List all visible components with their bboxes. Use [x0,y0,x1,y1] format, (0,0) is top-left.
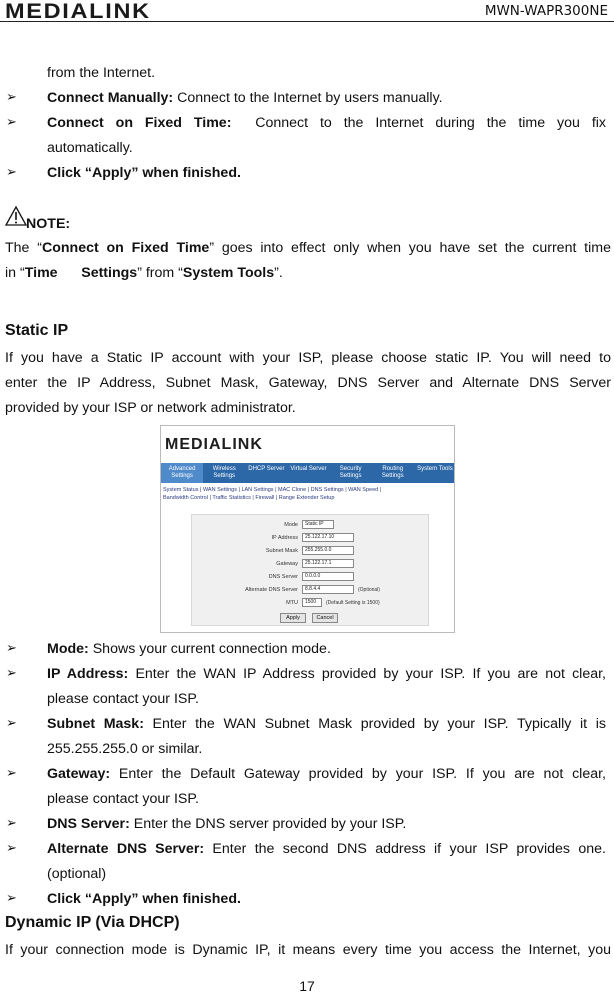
nav-virtual-server[interactable]: Virtual Server [290,466,327,472]
bullet-subnet-mask: Subnet Mask: Enter the WAN Subnet Mask provided by your ISP. Typically it is [47,716,606,732]
bullet-subnet-mask-cont: 255.255.255.0 or similar. [47,741,203,757]
mtu-input[interactable]: 1500 [302,598,322,607]
dynamic-ip-heading: Dynamic IP (Via DHCP) [5,914,180,931]
bullet-glyph: ➢ [6,640,17,655]
bullet-glyph: ➢ [6,815,17,830]
nav-wireless-settings[interactable]: Wireless Settings [212,466,236,479]
bullet-alternate-dns: Alternate DNS Server: Enter the second DNS address if your ISP provides one. [47,841,606,857]
note-line-2: in “Time Settings” from “System Tools”. [5,265,283,281]
nav-system-tools[interactable]: System Tools [417,466,453,472]
field-label: Alternate DNS Server [245,587,298,593]
dns-server-input[interactable]: 0.0.0.0 [302,572,354,581]
static-ip-para-line-3: provided by your ISP or network administrator. [5,400,296,416]
bullet-gateway-cont: please contact your ISP. [47,791,199,807]
screenshot-subnav [163,486,381,502]
nav-security-settings[interactable]: Security Settings [339,466,362,479]
bullet-connect-fixed-time-cont: automatically. [47,140,133,156]
intro-continuation: from the Internet. [47,65,156,81]
field-row-gateway [192,558,430,570]
field-row-mtu [192,597,430,609]
field-row-dns [192,571,430,583]
screenshot-form-panel [191,514,429,626]
bullet-ip-address: IP Address: Enter the WAN IP Address provided by your ISP. If you are not clear, [47,666,606,682]
field-label: Subnet Mask [265,548,298,554]
bullet-glyph: ➢ [6,89,17,104]
dynamic-ip-para-line-1: If your connection mode is Dynamic IP, it means every time you access the Internet, you [5,942,611,958]
bullet-glyph: ➢ [6,765,17,780]
bullet-glyph: ➢ [6,665,17,680]
mode-select[interactable]: Static IP [302,520,334,529]
bullet-connect-fixed-time: Connect on Fixed Time: Connect to the Internet during the time you fix [47,115,607,131]
apply-button[interactable]: Apply [280,613,306,623]
nav-routing-settings[interactable]: Routing Settings [381,466,404,479]
bullet-alternate-dns-cont: (optional) [47,866,107,882]
gateway-input[interactable]: 25.122.17.1 [302,559,354,568]
router-screenshot [160,425,455,633]
field-row-mode [192,519,430,531]
bullet-glyph: ➢ [6,114,17,129]
bullet-gateway: Gateway: Enter the Default Gateway provided by your ISP. If you are not clear, [47,766,606,782]
bullet-connect-manually: Connect Manually: Connect to the Internet by users manually. [47,90,443,106]
screenshot-nav [161,463,455,483]
field-row-alt-dns [192,584,430,596]
field-label: MTU [286,600,298,606]
bullet-click-apply: Click “Apply” when finished. [47,165,241,181]
note-label: NOTE: [26,216,71,232]
bullet-glyph: ➢ [6,840,17,855]
nav-advanced-settings[interactable]: Advanced Settings [161,463,203,483]
optional-note: (Optional) [358,587,380,593]
bullet-glyph: ➢ [6,164,17,179]
alternate-dns-input[interactable]: 8.8.4.4 [302,585,354,594]
subnet-mask-input[interactable]: 255.255.0.0 [302,546,354,555]
field-row-ip [192,532,430,544]
bullet-dns-server: DNS Server: Enter the DNS server provided by your ISP. [47,816,407,832]
screenshot-logo: MEDIALINK [165,436,263,453]
bullet-click-apply-2: Click “Apply” when finished. [47,891,241,907]
field-label: Mode [284,522,298,528]
bullet-glyph: ➢ [6,890,17,905]
static-ip-para-line-2: enter the IP Address, Subnet Mask, Gateway, DNS Server and Alternate DNS Server [5,375,611,391]
field-label: DNS Server [268,574,298,580]
warning-icon [5,206,27,226]
mtu-note: (Default Setting is 1500) [326,600,380,606]
note-line-1: The “Connect on Fixed Time” goes into effect only when you have set the current time [5,240,611,256]
field-row-mask [192,545,430,557]
bullet-mode: Mode: Shows your current connection mode. [47,641,331,657]
field-label: IP Address [271,535,298,541]
page-number: 17 [299,978,315,994]
subnav-line-2[interactable]: Bandwidth Control | Traffic Statistics | Firewall | Range Extender Setup [163,495,335,501]
medialink-logo: MEDIALINK [5,0,151,23]
bullet-ip-address-cont: please contact your ISP. [47,691,199,707]
model-number: MWN-WAPR300NE [484,3,608,19]
nav-dhcp-server[interactable]: DHCP Server [248,466,285,472]
subnav-line-1[interactable]: System Status | WAN Settings | LAN Settings | MAC Clone | DNS Settings | WAN Speed | [163,487,382,493]
ip-address-input[interactable]: 25.122.17.10 [302,533,354,542]
static-ip-heading: Static IP [5,322,69,339]
page-header [0,0,614,22]
bullet-glyph: ➢ [6,715,17,730]
field-label: Gateway [276,561,298,567]
static-ip-para-line-1: If you have a Static IP account with your ISP, please choose static IP. You will need to [5,350,611,366]
cancel-button[interactable]: Cancel [312,613,338,623]
